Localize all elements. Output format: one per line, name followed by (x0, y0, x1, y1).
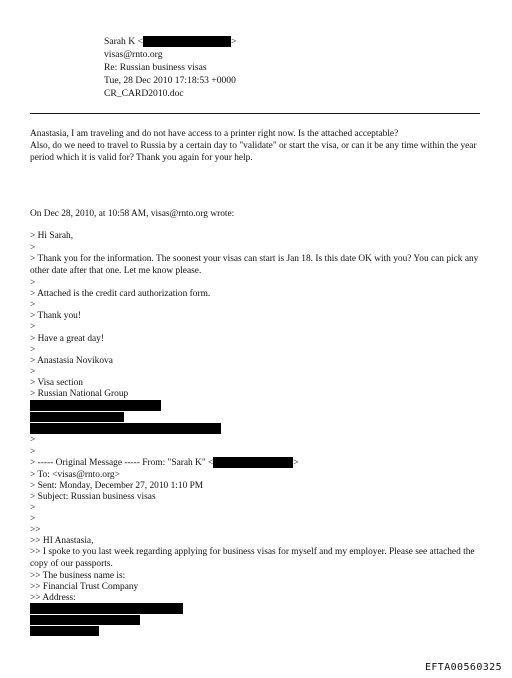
quoted-line: >> (30, 525, 41, 535)
date-value: Tue, 28 Dec 2010 17:18:53 +0000 (104, 75, 236, 86)
quoted-line: > Subject: Russian business visas (30, 492, 156, 502)
quoted-line: > (30, 243, 36, 253)
redaction-bar (30, 423, 221, 434)
quoted-line: > (30, 345, 36, 355)
redacted-email (213, 457, 293, 468)
from-name: Sarah K < (104, 36, 143, 47)
header-divider (30, 113, 480, 114)
redaction-bar (30, 412, 124, 422)
quoted-line: > To: <visas@rnto.org> (30, 470, 120, 480)
document-id: EFTA00560325 (424, 662, 502, 673)
redaction-bar (30, 615, 140, 625)
redaction-bar (30, 603, 183, 614)
wrote-line: On Dec 28, 2010, at 10:58 AM, visas@rnto.org wrote: (30, 209, 235, 219)
original-message-close: > (293, 458, 299, 468)
quoted-line: >> I spoke to you last week regarding applying for business visas for myself and my employer. Please see attached the copy of our passports. (30, 547, 475, 569)
quoted-line: > Thank you! (30, 311, 81, 321)
quoted-line: > (30, 435, 36, 445)
quoted-line: > Thank you for the information. The soonest your visas can start is Jan 18. Is this date OK with you? You can pick any other date after that one. Let me know please. (30, 254, 479, 276)
redaction-bar (30, 626, 99, 636)
quoted-line: > (30, 514, 36, 524)
from-close: > (230, 36, 237, 47)
body-paragraph-2: Also, do we need to travel to Russia by a certain day to "validate" or start the visa, or can it be any time within the year period which it is valid for? Thank you again for your help. (30, 141, 477, 163)
quoted-line: > (30, 322, 36, 332)
attachments-value: CR_CARD2010.doc (104, 88, 184, 99)
quoted-line: >> Address: (30, 593, 76, 603)
quoted-line: > Attached is the credit card authorization form. (30, 289, 211, 299)
quoted-line: >> Financial Trust Company (30, 582, 139, 592)
quoted-line: > Visa section (30, 378, 83, 388)
quoted-line: > (30, 278, 36, 288)
quoted-line: > Hi Sarah, (30, 231, 74, 241)
redacted-email (143, 36, 231, 47)
quoted-line: >> HI Anastasia, (30, 536, 94, 546)
redaction-bar (30, 400, 161, 411)
quoted-line: > (30, 367, 36, 377)
body-paragraph-1: Anastasia, I am traveling and do not have access to a printer right now. Is the attached acceptable? (30, 129, 399, 139)
from-value (104, 36, 236, 48)
quoted-line: > (30, 300, 36, 310)
to-value: visas@rnto.org (104, 49, 163, 60)
quoted-line: > Anastasia Novikova (30, 356, 113, 366)
quoted-line: > (30, 447, 36, 457)
original-message-prefix: > ----- Original Message ----- From: "Sarah K" < (30, 458, 214, 468)
quoted-line: > Sent: Monday, December 27, 2010 1:10 PM (30, 481, 204, 491)
quoted-line: > Have a great day! (30, 334, 104, 344)
quoted-line: > Russian National Group (30, 389, 129, 399)
original-message-line (30, 457, 299, 469)
quoted-line: > (30, 503, 36, 513)
quoted-line: >> The business name is: (30, 571, 126, 581)
subject-value: Re: Russian business visas (104, 62, 207, 73)
